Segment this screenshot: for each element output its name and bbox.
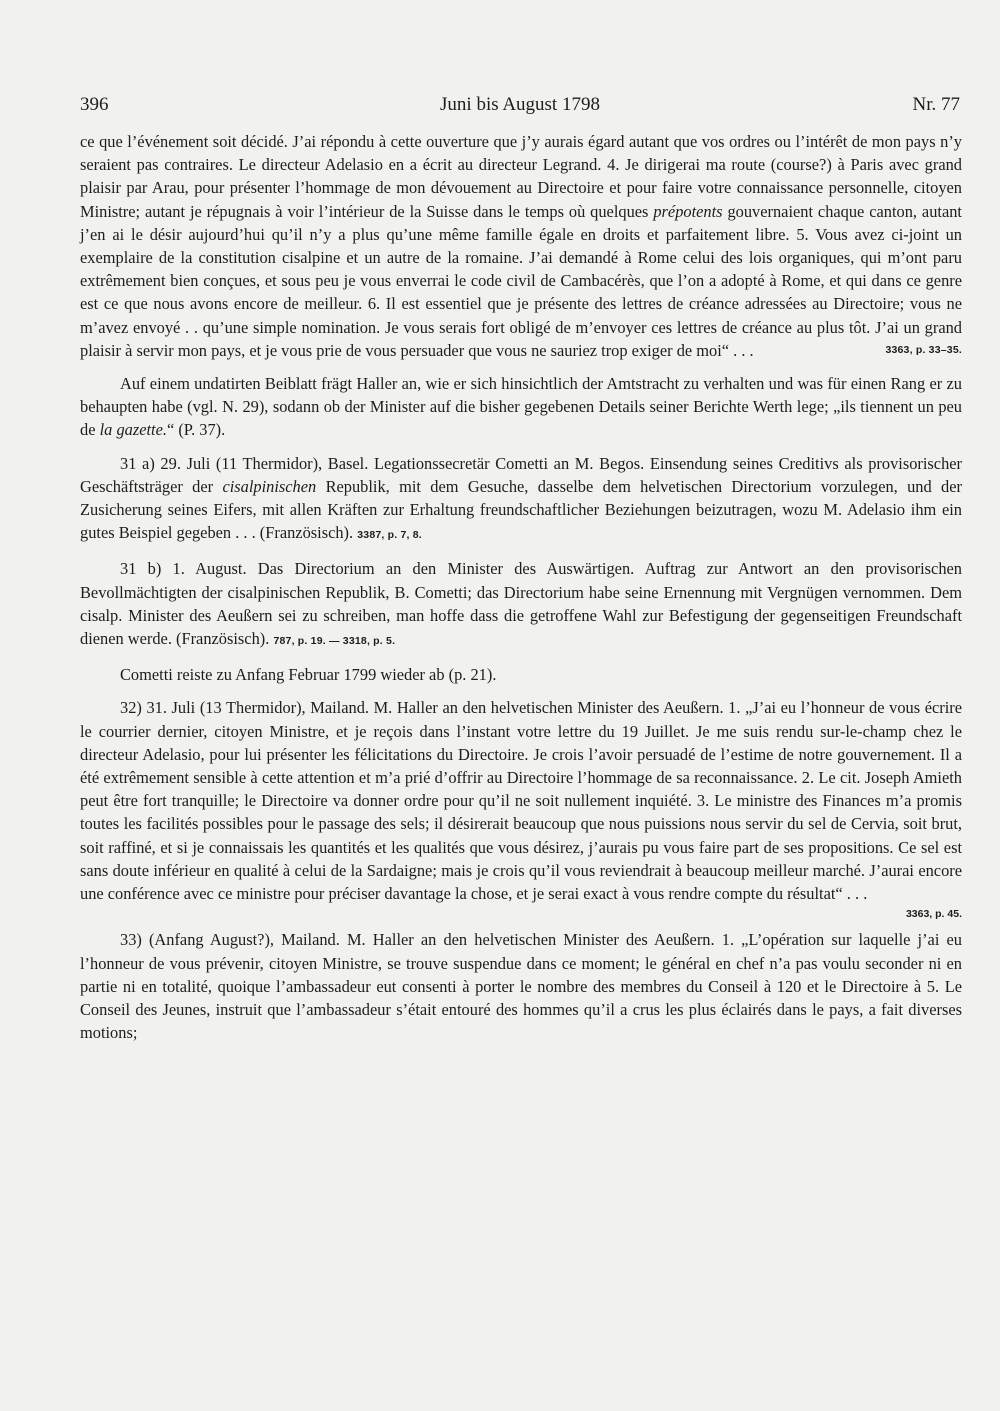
italic-term: prépotents	[653, 201, 723, 221]
paragraph-text: ce que l’événement soit décidé. J’ai répondu à cette ouverture que j’y aurais égard autant que vos ordres ou l’intérêt de mon pays n’y seraient pas contraires. Le directeur Adelasio en a écrit au directeur Legrand. 4. Je dirigerai ma route (course?) à Paris avec grand plaisir par Arau, pour présenter l’hommage de mon dévouement au Directoire et pour faire votre connaissance personnelle, citoyen Ministre; autant je répugnais à voir l’intérieur de la Suisse dans le temps où quelques	[80, 132, 962, 221]
paragraph-text: Republik, mit dem Gesuche, dasselbe dem helvetischen Directorium vorzulegen, und der Zusicherung seines Eifers, mit allen Kräften zur Erhaltung freundschaftlicher Beziehungen beizutragen, wozu M. Adelasio ihm ein gutes Beispiel gegeben . . . (Französisch).	[80, 476, 962, 543]
paragraph-entry-33	[80, 928, 962, 1044]
paragraph-entry-32	[80, 696, 962, 905]
paragraph-text: Auf einem undatirten Beiblatt frägt Haller an, wie er sich hinsichtlich der Amtstracht zu verhalten und was für einen Rang er zu behaupten habe (vgl. N. 29), sodann ob der Minister auf die bisher gegebenen Details seiner Berichte Werth lege; „ils tiennent un peu de	[80, 374, 962, 440]
paragraph-note	[80, 372, 962, 442]
document-number: Nr. 77	[912, 94, 960, 115]
paragraph-text: 32) 31. Juli (13 Thermidor), Mailand. M. Haller an den helvetischen Minister des Aeußern. 1. „J’ai eu l’honneur de vous écrire le courrier dernier, citoyen Ministre, et je reçois dans l’instant votre lettre du 19 Juillet. Je me suis rendu sur-le-champ chez le directeur Adelasio, pour lui présenter les félicitations du Directoire. Je crois l’avoir persuadé de l’estime de notre gouvernement. Il a été extrêmement sensible à cette attention et m’a prié d’offrir au Directoire l’hommage de sa reconnaissance. 2. Le cit. Joseph Amieth peut être fort tranquille; le Directoire va donner ordre pour qu’il ne soit nullement inquiété. 3. Le ministre des Finances m’a promis toutes les facilités possibles pour le passage des sels; il désirerait beaucoup que nous puissions nous servir du sel de Cervia, soit brut, soit raffiné, et si je connaissais les quantités et les qualités que vous désirez, j’aurais pu vous faire part de ses propositions. Ce sel est sans doute inférieur en qualité à celui de la Sardaigne; mais je crois qu’il vous reviendrait à beaucoup meilleur marché. J’aurai encore une conférence avec ce ministre pour préciser davantage la chose, et je serai exact à vous rendre compte du résultat“ . . .	[80, 698, 962, 904]
paragraph-letter-continuation	[80, 130, 962, 362]
italic-term: la gazette.	[99, 420, 167, 440]
italic-term: cisalpinischen	[222, 476, 317, 496]
page-body	[80, 130, 962, 1044]
paragraph-entry-31b	[80, 557, 962, 653]
running-title: Juni bis August 1798	[440, 94, 600, 115]
source-reference: 3363, p. 45.	[905, 908, 962, 921]
paragraph-text: Cometti reiste zu Anfang Februar 1799 wieder ab (p. 21).	[120, 665, 497, 685]
paragraph-entry-31a	[80, 452, 962, 548]
paragraph-text: 31 a) 29. Juli (11 Thermidor), Basel. Legationssecretär Cometti an M. Begos. Einsendung seines Creditivs als provisorischer Geschäftsträger der	[80, 453, 962, 496]
paragraph-text: 31 b) 1. August. Das Directorium an den Minister des Auswärtigen. Auftrag zur Antwort an den provisorischen Bevollmächtigten der cisalpinischen Republik, B. Cometti; das Directorium habe seine Ernennung mit Vergnügen vernommen. Dem cisalp. Minister des Aeußern sei zu schreiben, man hoffe dass die getroffene Wahl zur Befestigung der gegenseitigen Freundschaft dienen werde. (Französisch).	[80, 559, 962, 649]
page-number: 396	[80, 94, 109, 115]
source-reference: 3363, p. 33–35.	[885, 343, 962, 356]
paragraph-text: gouvernaient chaque canton, autant j’en ai le désir aujourd’hui qu’il n’y a plus qu’une même famille égale en droits et parfaitement libre. 5. Vous avez ci-joint un exemplaire de la constitution cisalpine et un autre de la romaine. J’ai demandé à Rome celui des lois organiques, qui m’ont paru extrêmement bien conçues, et sous peu je vous enverrai le code civil de Cambacérès, que l’on a adopté à Rome, et qui dans ce genre est ce que nous avons encore de meilleur. 6. Il est essentiel que je présente des lettres de créance adressées au Directoire; vous ne m’avez envoyé . . qu’une simple nomination. Je vous serais fort obligé de m’envoyer ces lettres de créance au plus tôt. J’ai un grand plaisir à servir mon pays, et je vous prie de vous persuader que vous ne sauriez trop exiger de moi“ . . .	[80, 201, 962, 360]
page-header	[80, 94, 960, 124]
paragraph-text: 33) (Anfang August?), Mailand. M. Haller an den helvetischen Minister des Aeußern. 1. „L’opération sur laquelle j’ai eu l’honneur de vous prévenir, citoyen Ministre, se trouve suspendue dans ce moment; le général en chef n’a pas voulu seconder ni en partie ni en totalité, quoique l’ambassadeur eut consenti à porter le nombre des membres du Conseil à 120 et le Directoire à 5. Le Conseil des Jeunes, instruit que l’ambassadeur s’était entouré des hommes qu’il a crus les plus éclairés dans le pays, a fait diverses motions;	[80, 930, 962, 1043]
paragraph-cometti-note	[80, 663, 962, 686]
source-reference: 3387, p. 7, 8.	[357, 529, 422, 542]
source-reference: 787, p. 19. — 3318, p. 5.	[273, 635, 396, 648]
paragraph-text: “ (P. 37).	[166, 420, 226, 440]
